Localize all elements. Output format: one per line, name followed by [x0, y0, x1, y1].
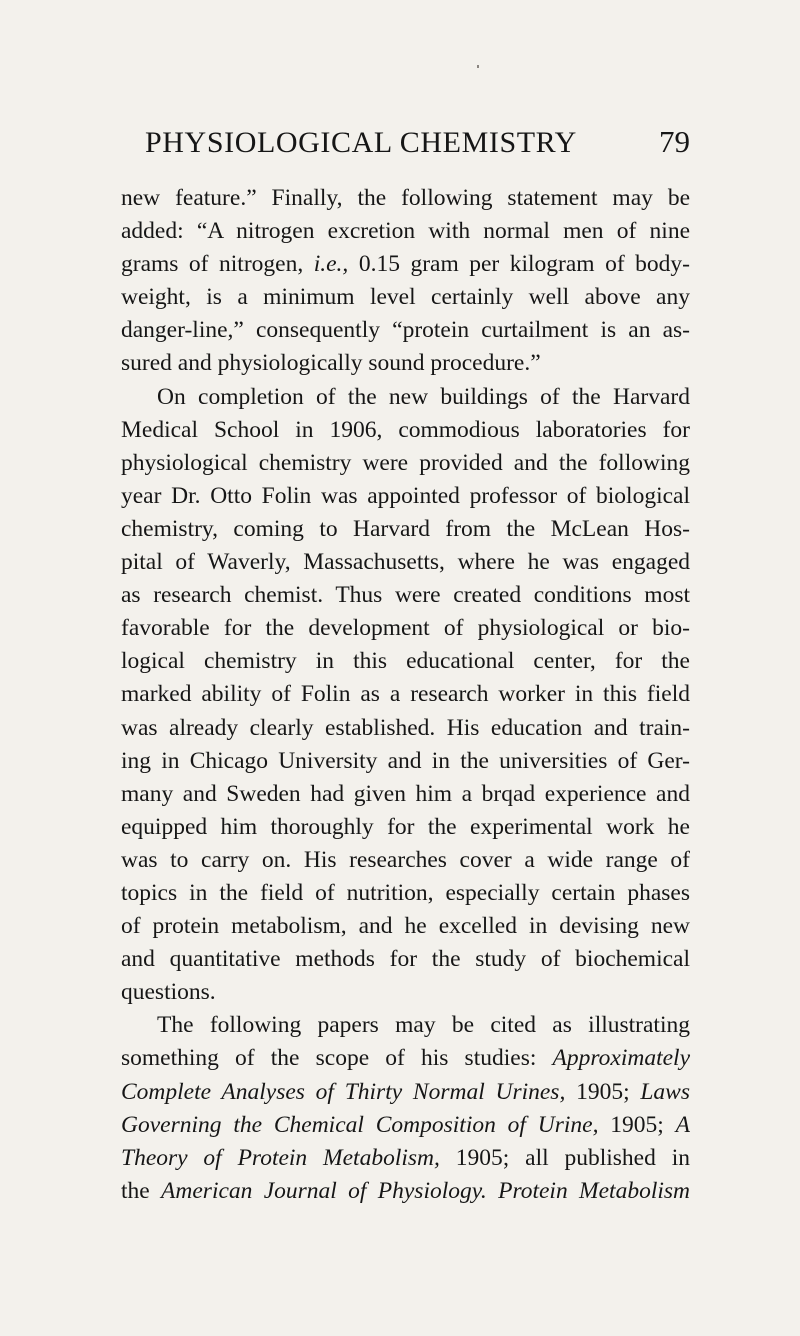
text-span: sured and physiologically sound procedure.”: [121, 350, 541, 377]
text-line: [121, 1109, 690, 1142]
italic-title-span: Governing the Chemical Composition of Urine,: [121, 1111, 599, 1138]
text-span: pital of Waverly, Massachusetts, where he was engaged: [121, 549, 690, 576]
text-span: was already clearly established. His education and train-: [121, 714, 690, 741]
text-line: [121, 1175, 690, 1208]
text-line: [121, 182, 690, 215]
text-span: many and Sweden had given him a brqad experience and: [121, 780, 690, 807]
text-line: [121, 215, 690, 248]
text-span: was to carry on. His researches cover a wide range of: [121, 846, 690, 873]
text-span: and quantitative methods for the study of biochemical: [121, 946, 690, 973]
text-line: [121, 645, 690, 678]
text-line: [121, 480, 690, 513]
text-span: questions.: [121, 979, 216, 1006]
text-line: [121, 579, 690, 612]
italic-title-span: i.e.,: [313, 251, 349, 278]
text-span: ing in Chicago University and in the universities of Ger-: [121, 747, 690, 774]
text-span: 1905;: [565, 1078, 641, 1105]
text-line: [121, 976, 690, 1009]
page-number: 79: [659, 124, 690, 159]
italic-title-span: Approximately: [552, 1045, 690, 1072]
text-span: the: [121, 1177, 162, 1204]
text-span: year Dr. Otto Folin was appointed professor of biological: [121, 482, 690, 509]
text-line: [121, 943, 690, 976]
text-span: 1905; all published in: [439, 1144, 690, 1171]
text-span: weight, is a minimum level certainly well above any: [121, 284, 690, 311]
text-line: [121, 678, 690, 711]
text-span: added: “A nitrogen excretion with normal men of nine: [121, 218, 690, 245]
paper-speck: [477, 65, 479, 68]
text-line: [121, 281, 690, 314]
text-line: [121, 877, 690, 910]
text-span: Medical School in 1906, commodious laboratories for: [121, 416, 690, 443]
text-line: [121, 347, 690, 380]
text-line: [121, 778, 690, 811]
running-head: [121, 118, 690, 168]
text-line: [121, 1009, 690, 1042]
italic-title-span: A: [675, 1111, 691, 1138]
text-line: [121, 1076, 690, 1109]
text-span: grams of nitrogen,: [121, 251, 314, 278]
text-span: physiological chemistry were provided and the following: [121, 449, 690, 476]
text-span: 1905;: [598, 1111, 676, 1138]
text-span: chemistry, coming to Harvard from the McLean Hos-: [121, 515, 690, 542]
text-line: [121, 844, 690, 877]
italic-title-span: Theory of Protein Metabolism,: [121, 1144, 440, 1171]
text-span: as research chemist. Thus were created conditions most: [121, 582, 690, 609]
text-line: [121, 1142, 690, 1175]
text-span: marked ability of Folin as a research worker in this field: [121, 681, 690, 708]
text-span: of protein metabolism, and he excelled in devising new: [121, 913, 690, 940]
text-line: [121, 1042, 690, 1075]
text-span: 0.15 gram per kilogram of body-: [348, 251, 690, 278]
text-span: topics in the field of nutrition, especially certain phases: [121, 879, 690, 906]
text-span: The following papers may be cited as illustrating: [157, 1012, 690, 1039]
text-line: [121, 447, 690, 480]
text-line: [121, 248, 690, 281]
text-span: new feature.” Finally, the following statement may be: [121, 185, 690, 211]
text-line: [121, 811, 690, 844]
text-line: [121, 745, 690, 778]
text-span: logical chemistry in this educational center, for the: [121, 648, 690, 675]
italic-title-span: Laws: [640, 1078, 690, 1105]
text-span: danger-line,” consequently “protein curtailment is an as-: [121, 317, 690, 344]
text-span: equipped him thoroughly for the experimental work he: [121, 813, 690, 840]
text-span: On completion of the new buildings of the Harvard: [157, 383, 690, 410]
text-line: [121, 910, 690, 943]
body-text: [121, 182, 690, 1208]
text-line: [121, 414, 690, 447]
text-span: favorable for the development of physiological or bio-: [121, 615, 690, 642]
text-span: something of the scope of his studies:: [121, 1045, 553, 1072]
text-line: [121, 612, 690, 645]
text-line: [121, 381, 690, 414]
text-line: [121, 546, 690, 579]
italic-title-span: American Journal of Physiology. Protein Metabolism: [161, 1177, 690, 1204]
text-line: [121, 513, 690, 546]
text-line: [121, 712, 690, 745]
text-line: [121, 314, 690, 347]
running-head-title: PHYSIOLOGICAL CHEMISTRY: [145, 126, 577, 159]
italic-title-span: Complete Analyses of Thirty Normal Urines,: [121, 1078, 566, 1105]
